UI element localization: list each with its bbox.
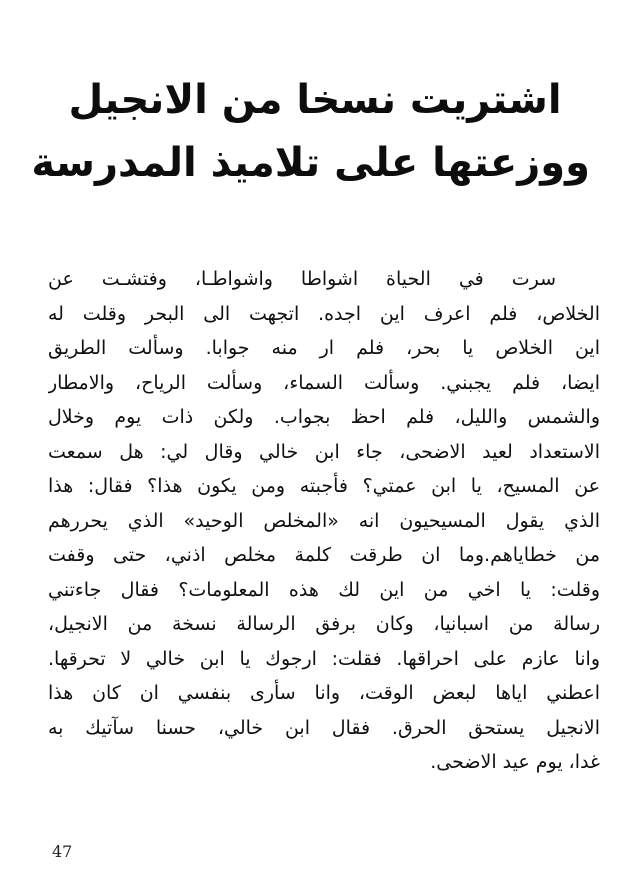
text-line: عن المسيح، يا ابن عمتي؟ فأجبته ومن يكون هذا؟ فقال: هذا	[48, 475, 600, 497]
body-paragraph	[48, 262, 600, 780]
text-line: وانا عازم على احراقها. فقلت: ارجوك يا ابن خالي لا تحرقها.	[48, 647, 600, 670]
text-line: الاستعداد لعيد الاضحى، جاء ابن خالي وقال لي: هل سمعت	[48, 440, 600, 463]
text-line: والشمس والليل، فلم احظ بجواب. ولكن ذات يوم وخلال	[48, 406, 600, 428]
text-line: الذي يقول المسيحيون انه «المخلص الوحيد» الذي يحررهم	[48, 509, 600, 532]
text-line: الانجيل يستحق الحرق. فقال ابن خالي، حسنا سآتيك به	[48, 716, 600, 739]
text-line: اين الخلاص يا بحر، فلم ار منه جوابا. وسألت الطريق	[48, 337, 600, 359]
text-line: الخلاص، فلم اعرف اين اجده. اتجهت الى البحر وقلت له	[48, 302, 600, 325]
text-line: من خطاياهم.وما ان طرقت كلمة مخلص اذني، حتى وقفت	[48, 544, 600, 566]
text-line: سرت في الحياة اشواطا واشواطـا، وفتشـت عن	[48, 268, 556, 290]
chapter-title-line-1: اشتريت نسخا من الانجيل	[68, 77, 562, 123]
chapter-title-line-2: ووزعتها على تلاميذ المدرسة	[31, 140, 590, 186]
text-line: وقلت: يا اخي من اين لك هذه المعلومات؟ فقال جاءتني	[48, 578, 600, 601]
text-line: اعطني اياها لبعض الوقت، وانا سأرى بنفسي ان كان هذا	[48, 682, 600, 704]
text-line: ايضا، فلم يجبني. وسألت السماء، وسألت الرياح، والامطار	[48, 371, 600, 394]
text-line: رسالة من اسبانيا، وكان برفق الرسالة نسخة من الانجيل،	[48, 613, 600, 635]
page-number: 47	[52, 842, 73, 861]
text-line: غدا، يوم عيد الاضحى.	[430, 751, 600, 773]
